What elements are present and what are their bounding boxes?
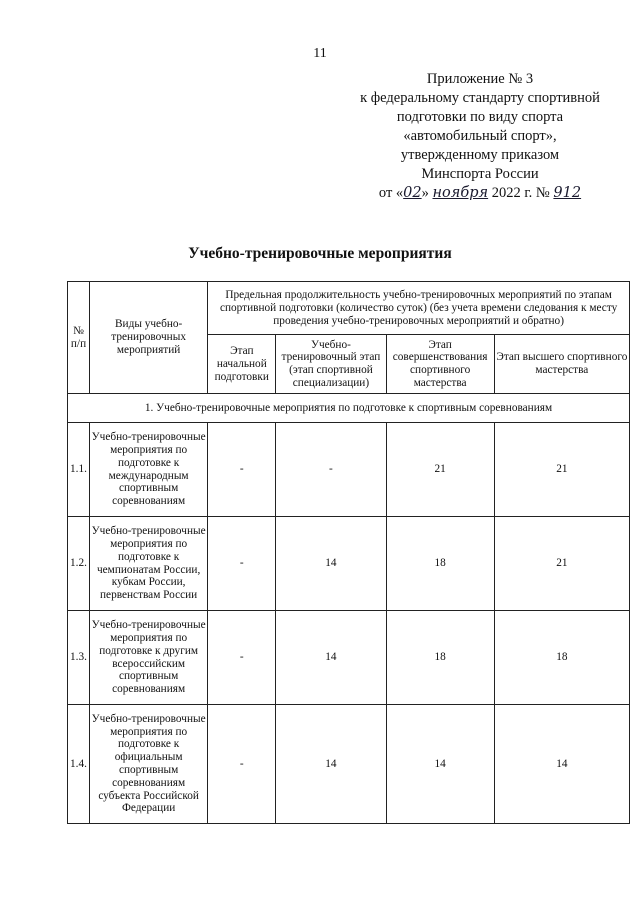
- document-title: Учебно-тренировочные мероприятия: [188, 245, 452, 262]
- appendix-line: «автомобильный спорт»,: [403, 128, 557, 144]
- appendix-line: подготовки по виду спорта: [396, 109, 564, 125]
- row-value: 21: [494, 423, 629, 517]
- order-number-handwritten: 912: [553, 185, 582, 201]
- header-stage-4: Этап высшего спортивного мастерства: [494, 335, 629, 394]
- date-day-handwritten: 02: [403, 185, 422, 201]
- training-events-table: [67, 281, 630, 824]
- row-value: 18: [386, 611, 494, 705]
- appendix-line: Приложение № 3: [426, 71, 534, 87]
- header-stage-1: Этап начальной подготовки: [208, 335, 276, 394]
- appendix-line: к федеральному стандарту спортивной: [360, 90, 600, 106]
- row-name: Учебно-тренировочные мероприятия по подготовке к международным спортивным соревнованиям: [90, 423, 208, 517]
- row-value: -: [208, 611, 276, 705]
- row-value: 14: [494, 705, 629, 824]
- row-num: 1.2.: [68, 517, 90, 611]
- header-duration: Предельная продолжительность учебно-тренировочных мероприятий по этапам спортивной подготовки (количество суток) (без учета времени следования к месту проведения учебно-тренировочных мероприятий и обратно): [208, 282, 630, 335]
- row-num: 1.3.: [68, 611, 90, 705]
- table-row: [68, 423, 630, 517]
- appendix-line: утвержденному приказом: [400, 147, 560, 163]
- table-row: [68, 611, 630, 705]
- row-value: 14: [276, 517, 386, 611]
- row-name: Учебно-тренировочные мероприятия по подготовке к чемпионатам России, кубкам России, первенствам России: [90, 517, 208, 611]
- row-value: -: [276, 423, 386, 517]
- row-value: 18: [494, 611, 629, 705]
- date-prefix: от «: [378, 185, 404, 201]
- row-num: 1.4.: [68, 705, 90, 824]
- page-number: 11: [313, 46, 327, 61]
- date-mid: »: [421, 185, 433, 201]
- row-value: -: [208, 423, 276, 517]
- row-value: 21: [386, 423, 494, 517]
- row-name: Учебно-тренировочные мероприятия по подготовке к другим всероссийским спортивным соревнованиям: [90, 611, 208, 705]
- header-stage-2: Учебно-тренировочный этап (этап спортивной специализации): [276, 335, 386, 394]
- row-value: 14: [276, 611, 386, 705]
- row-num: 1.1.: [68, 423, 90, 517]
- row-value: -: [208, 705, 276, 824]
- table-header-row: [68, 282, 630, 335]
- header-type: Виды учебно-тренировочных мероприятий: [90, 282, 208, 394]
- appendix-line: Минспорта России: [421, 166, 539, 182]
- date-month-handwritten: ноября: [432, 185, 489, 201]
- header-stage-3: Этап совершенствования спортивного мастерства: [386, 335, 494, 394]
- appendix-block: [330, 70, 630, 203]
- section-row: [68, 394, 630, 423]
- row-value: 14: [276, 705, 386, 824]
- row-value: 21: [494, 517, 629, 611]
- row-value: 14: [386, 705, 494, 824]
- row-name: Учебно-тренировочные мероприятия по подготовке к официальным спортивным соревнованиям субъекта Российской Федерации: [90, 705, 208, 824]
- section-title: 1. Учебно-тренировочные мероприятия по подготовке к спортивным соревнованиям: [68, 394, 630, 423]
- table-row: [68, 705, 630, 824]
- table-row: [68, 517, 630, 611]
- header-num: № п/п: [68, 282, 90, 394]
- order-date-line: [330, 184, 630, 203]
- date-year: 2022 г. №: [488, 185, 554, 201]
- row-value: 18: [386, 517, 494, 611]
- row-value: -: [208, 517, 276, 611]
